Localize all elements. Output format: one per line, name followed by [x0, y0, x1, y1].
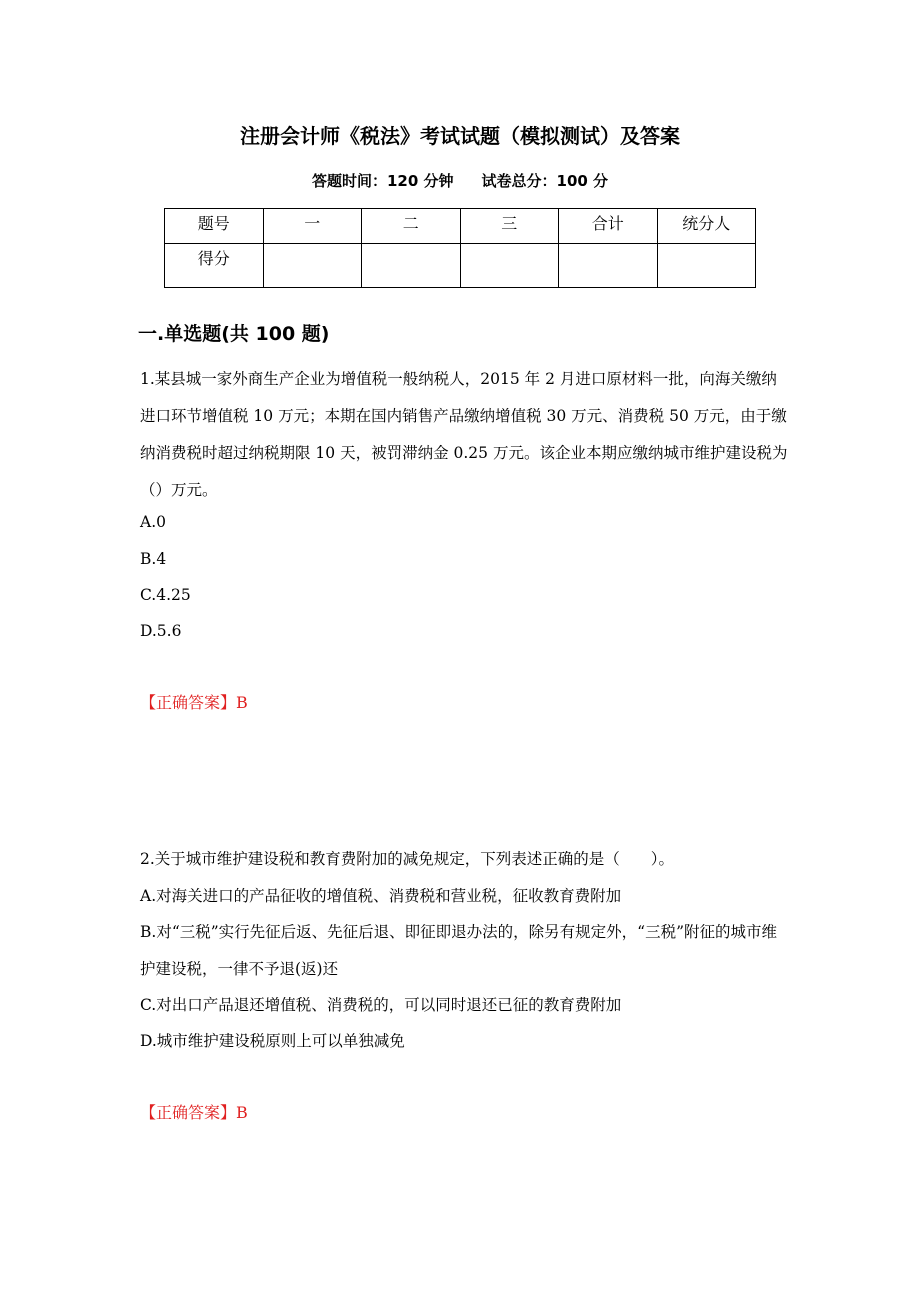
score-row-label: 得分	[165, 244, 264, 288]
question-stem: 2.关于城市维护建设税和教育费附加的减免规定，下列表述正确的是（ ）。	[140, 850, 675, 868]
score-table-cell: 一	[263, 209, 362, 244]
score-table-header-row	[165, 209, 756, 244]
question-option: D.5.6	[140, 622, 182, 640]
score-table-empty-cell	[263, 244, 362, 288]
question-option: A.0	[140, 513, 166, 531]
question-option: D.城市维护建设税原则上可以单独减免	[140, 1032, 405, 1050]
correct-answer: 【正确答案】B	[140, 693, 248, 712]
exam-total-score: 试卷总分：100 分	[481, 172, 609, 190]
question-option: B.4	[140, 550, 167, 568]
question-stem: 1.某县城一家外商生产企业为增值税一般纳税人，2015 年 2 月进口原材料一批，向海关缴纳进口环节增值税 10 万元；本期在国内销售产品缴纳增值税 30 万元、消费税 50 万元，由于缴纳消费税时超过纳税期限 10 天，被罚滞纳金 0.25 万元。该企业本期应缴纳城市维护建设税为（）万元。	[140, 370, 788, 499]
correct-answer: 【正确答案】B	[140, 1103, 248, 1122]
score-table	[164, 208, 756, 288]
score-table-empty-cell	[559, 244, 658, 288]
section-title: 一.单选题(共 100 题)	[138, 323, 330, 345]
score-table-score-row	[165, 244, 756, 288]
exam-info	[0, 170, 920, 192]
score-table-cell: 统分人	[657, 209, 756, 244]
question-option: C.对出口产品退还增值税、消费税的，可以同时退还已征的教育费附加	[140, 996, 622, 1014]
score-table-empty-cell	[657, 244, 756, 288]
question-option: C.4.25	[140, 586, 191, 604]
score-table-cell: 二	[362, 209, 461, 244]
exam-time: 答题时间：120 分钟	[311, 172, 454, 190]
score-table-cell: 合计	[559, 209, 658, 244]
score-table-cell: 题号	[165, 209, 264, 244]
question-option: B.对“三税”实行先征后返、先征后退、即征即退办法的，除另有规定外，“三税”附征的城市维护建设税，一律不予退(返)还	[140, 923, 778, 978]
score-table-cell: 三	[460, 209, 559, 244]
question-option: A.对海关进口的产品征收的增值税、消费税和营业税，征收教育费附加	[140, 887, 622, 905]
document-title: 注册会计师《税法》考试试题（模拟测试）及答案	[240, 124, 680, 148]
score-table-empty-cell	[362, 244, 461, 288]
score-table-empty-cell	[460, 244, 559, 288]
